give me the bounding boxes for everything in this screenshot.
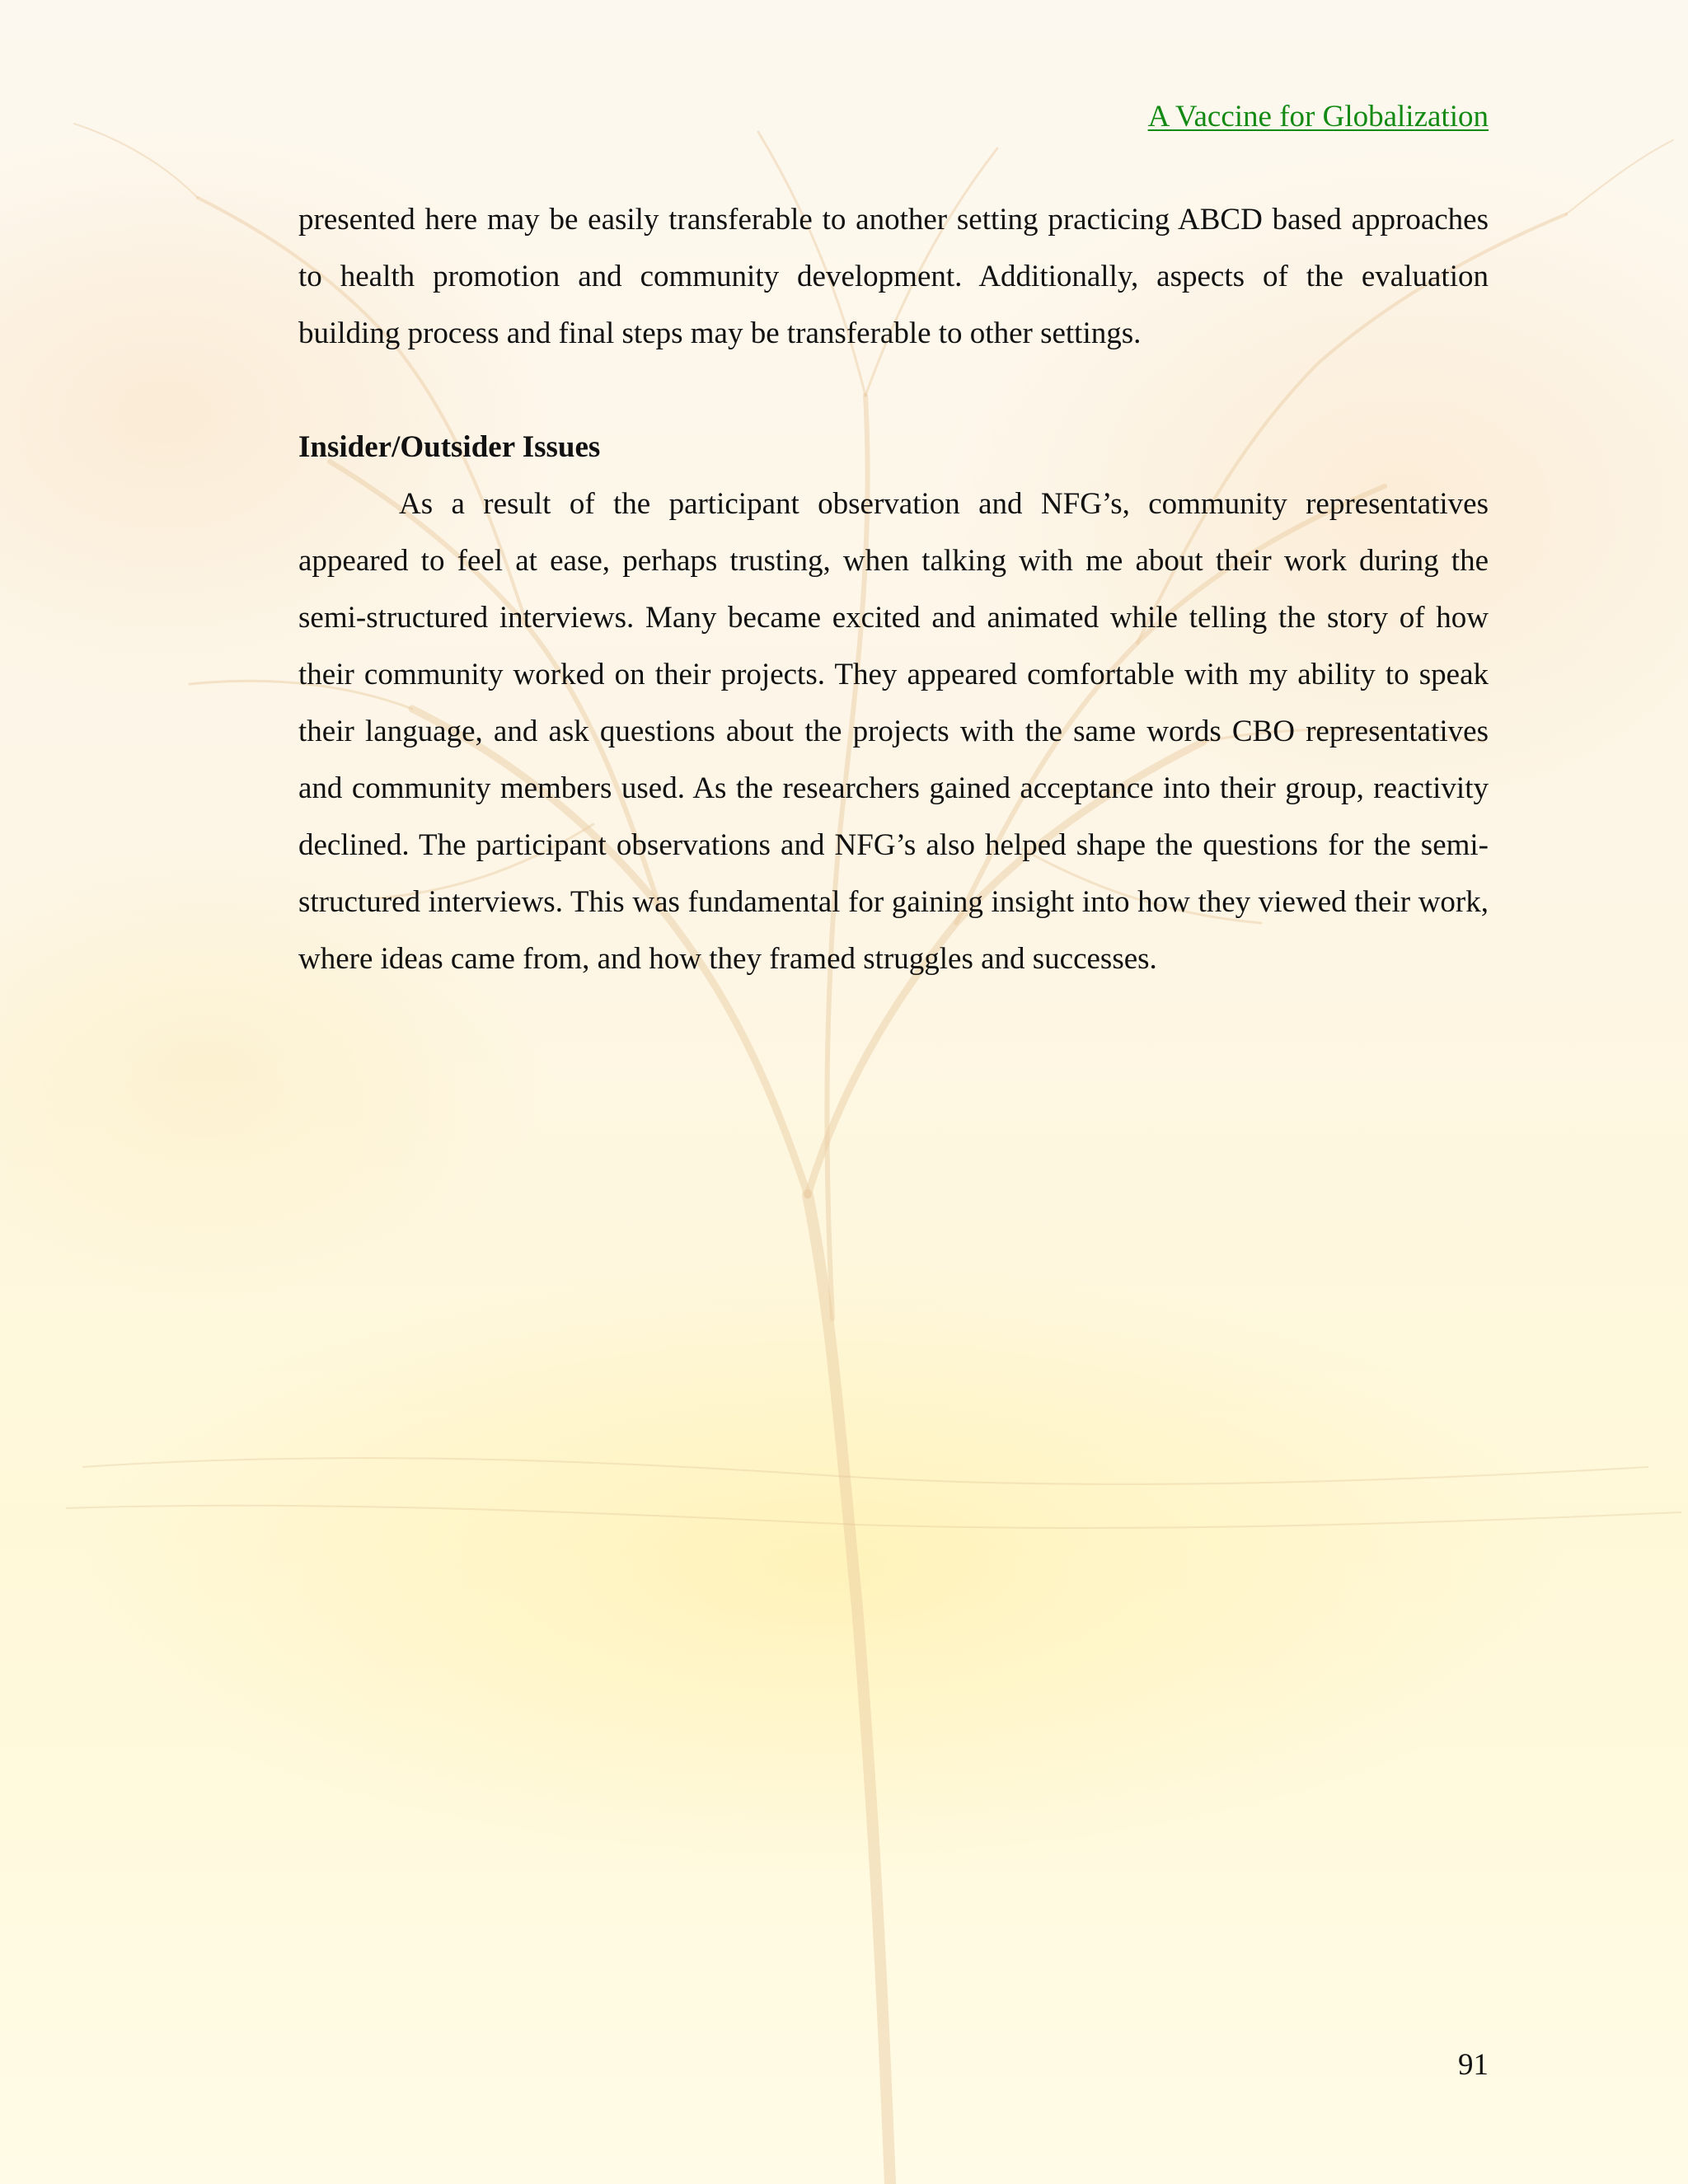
page-body (298, 191, 1489, 987)
page-number: 91 (1458, 2048, 1489, 2082)
section-heading: Insider/Outsider Issues (298, 430, 601, 464)
body-paragraph-2: As a result of the participant observation and NFG’s, community representatives appeared to feel at ease, perhaps trusting, when talking with me about their work during the semi-structured interviews. Many became excited and animated while telling the story of how their community worked on their projects. They appeared comfortable with my ability to speak their language, and ask questions about the projects with the same words CBO representatives and community members used. As the researchers gained acceptance into their group, reactivity declined. The participant observations and NFG’s also helped shape the questions for the semi-structured interviews. This was fundamental for gaining insight into how they viewed their work, where ideas came from, and how they framed struggles and successes. (298, 487, 1489, 976)
body-paragraph-1: presented here may be easily transferable to another setting practicing ABCD based approaches to health promotion and community development. Additionally, aspects of the evaluation building process and final steps may be transferable to other settings. (298, 203, 1489, 350)
running-header-title: A Vaccine for Globalization (1147, 100, 1489, 134)
